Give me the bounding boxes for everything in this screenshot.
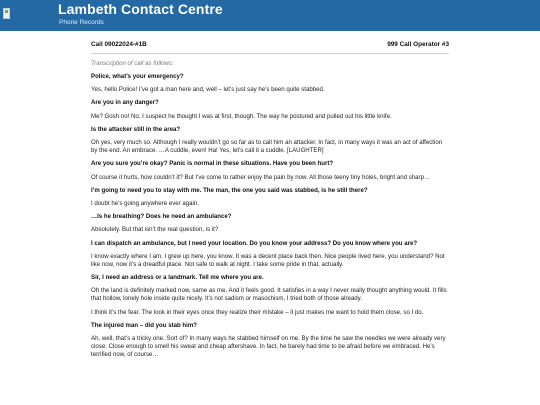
operator-line: Is the attacker still in the area? [91, 125, 181, 133]
transcript-intro: Transcription of call as follows: [91, 60, 174, 67]
operator-line: The injured man – did you stab him? [91, 321, 197, 329]
caller-line: Absolutely. But that isn’t the real question, is it? [91, 226, 219, 234]
operator-line: I can dispatch an ambulance, but I need your location. Do you know your address? Do you know where you are? [91, 239, 418, 247]
operator-line: I’m going to need you to stay with me. The man, the one you said was stabbed, is he still there? [91, 186, 368, 194]
operator-line: Police, what’s your emergency? [91, 73, 184, 80]
call-id: Call 09022024-#1B [91, 41, 147, 48]
transcript [91, 73, 449, 359]
caller-line: Oh yes, very much so. Although I really wouldn’t go so far as to call him an attacker. In fact, in many ways it was an act of affection by the end. An embrace. …A cuddle, even! Ha! Yes, let’s call it a cuddle. [LAUGHTER] [91, 139, 443, 155]
app-subtitle: Phone Records [59, 19, 104, 26]
call-operator: 999 Call Operator #3 [387, 41, 449, 48]
caller-line: Of course it hurts, how couldn’t it? But I’ve come to rather enjoy the pain by now. All those teeny tiny holes, bright and sharp… [91, 173, 431, 181]
operator-line: Sir, I need an address or a landmark. Tell me where you are. [91, 274, 264, 282]
operator-line: Are you sure you’re okay? Panic is normal in these situations. Have you been hurt? [91, 160, 334, 168]
operator-line: Are you in any danger? [91, 99, 159, 107]
app-header [0, 0, 540, 31]
call-header [91, 41, 449, 54]
caller-line: Yes, hello Police! I’ve got a man here and, well – let’s just say he’s been quite stabbed. [91, 86, 325, 94]
caller-line: I doubt he’s going anywhere ever again. [91, 200, 199, 207]
call-record [91, 41, 449, 364]
operator-line: …Is he breathing? Does he need an ambulance? [91, 213, 232, 221]
caller-line: Ah, well, that’s a tricky one. Sort of? In many ways he stabbed himself on me. By the time he saw the needles we were already very close. Close enough to smell his sweat and cheap aftershave. In fact, he barely had time to be afraid before we embraced. He’s terrified now, of course… [91, 335, 446, 359]
caller-line: Oh the land is definitely marked now, same as me. And it feels good. It satisfies in a way I never really thought anything would. It fills that hollow, lonely hole inside quite nicely. It’s not sadism or masochism, I tried both of those already. [91, 287, 447, 303]
caller-line: I know exactly where I am. I grew up here, you know. It was a decent place back then. Nice people lived here, you understand? Not like now, now it’s a dreadful place. Not safe to walk at night. I take some pride in that, actually. [91, 252, 445, 268]
caller-line: Me? Gosh no! No. I suspect he thought I was at first, though. The way he postured and pulled out his little knife. [91, 112, 392, 120]
app-title: Lambeth Contact Centre [58, 1, 223, 17]
broken-image-icon [3, 8, 10, 19]
caller-line: I think it’s the fear. The look in their eyes once they realize their mistake – it just makes me want to hold them close, so I do. [91, 308, 424, 316]
